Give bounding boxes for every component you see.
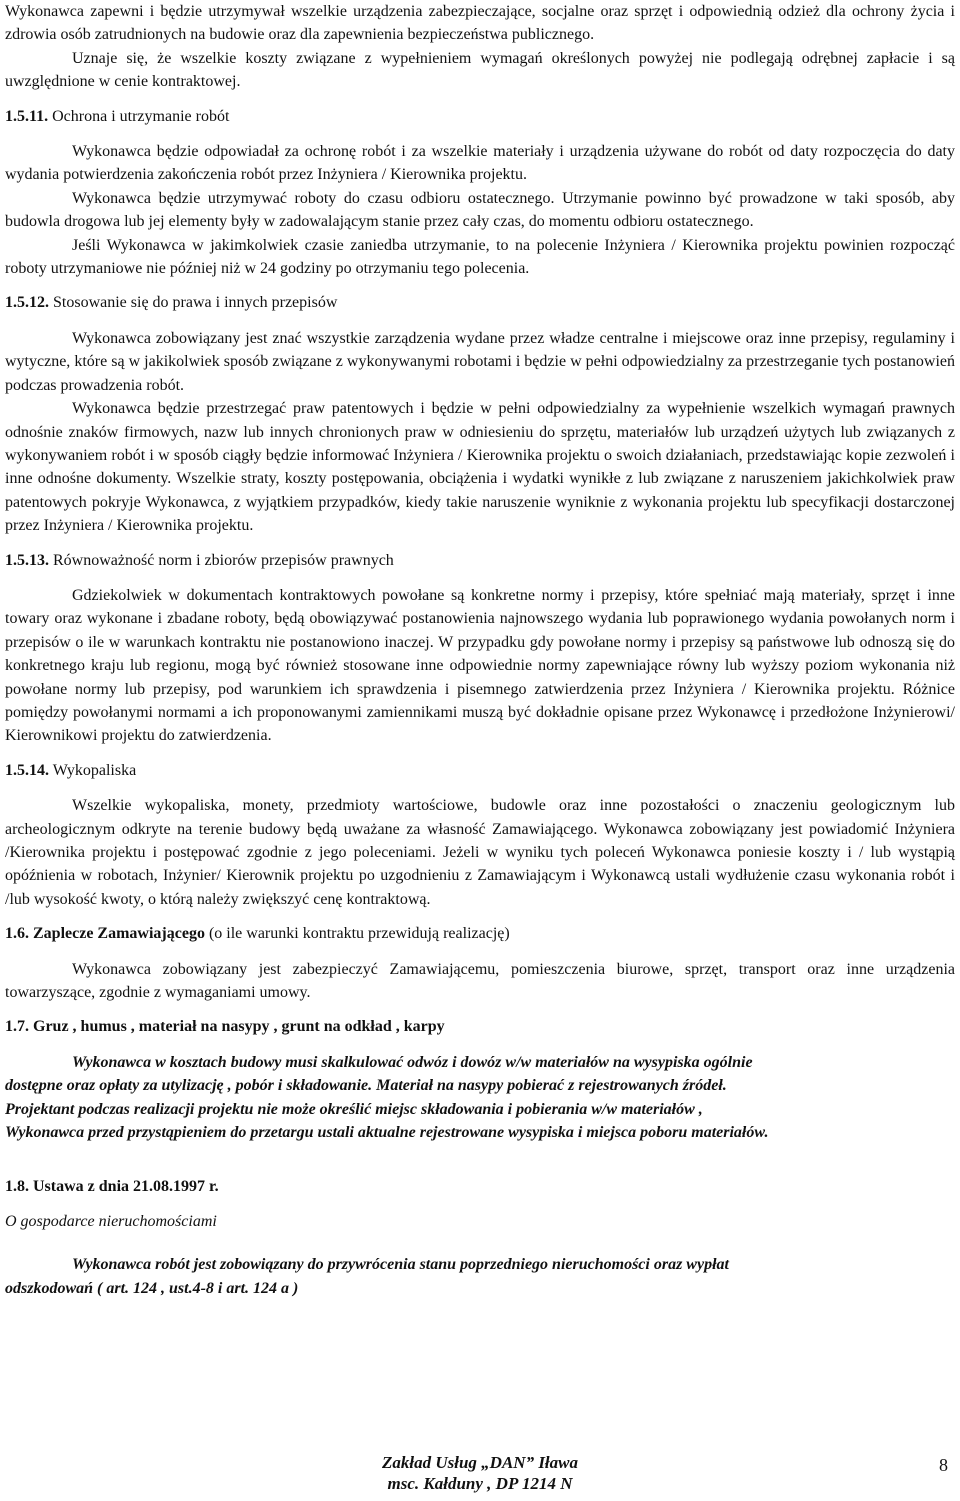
section-subheading: O gospodarce nieruchomościami <box>5 1212 217 1230</box>
section-number: 1.5.13. <box>5 551 49 569</box>
footer-company: Zakład Usług „DAN” Iława <box>382 1453 578 1472</box>
page-number: 8 <box>939 1455 948 1475</box>
page-footer <box>0 1452 960 1494</box>
section-title-bold: 1.6. Zaplecze Zamawiającego <box>5 925 205 943</box>
emphasis-line: Wykonawca przed przystąpieniem do przetargu ustali aktualne rejestrowane wysypiska i miejsca poboru materiałów. <box>5 1124 769 1142</box>
section-heading-1-5-11 <box>5 105 955 128</box>
section-heading-1-7: 1.7. Gruz , humus , materiał na nasypy , grunt na odkład , karpy <box>5 1018 445 1036</box>
section-heading-1-5-12 <box>5 291 955 314</box>
document-page <box>5 0 955 1300</box>
paragraph: Gdziekolwiek w dokumentach kontraktowych powołane są konkretne normy i przepisy, które spełniać mają materiały, sprzęt i inne towary oraz wykonane i zbadane roboty, będą obowiązywać postanowienia najnowszego wydania lub poprawionego wydania powołanych norm i przepisów o ile w warunkach kontraktu nie postanowiono inaczej. W przypadku gdy powołane normy i przepisy są państwowe lub odnoszą się do konkretnego kraju lub regionu, mogą być również stosowane inne odpowiednie normy zapewniające równy lub wyższy poziom wykonania niż powołane normy lub przepisy, pod warunkiem ich sprawdzenia i pisemnego zatwierdzenia przez Inżyniera / Kierownika projektu. Różnice pomiędzy powołanymi normami a ich proponowanymi zamiennikami muszą być dokładnie opisane przez Wykonawcę i przedłożone Inżynierowi/ Kierownikowi projektu do zatwierdzenia. <box>5 586 955 745</box>
emphasis-line: Wykonawca robót jest zobowiązany do przywrócenia stanu poprzedniego nieruchomości oraz wypłat <box>72 1256 729 1274</box>
paragraph: Wykonawca będzie utrzymywać roboty do czasu odbioru ostatecznego. Utrzymanie powinno być prowadzone w taki sposób, aby budowla drogowa lub jej elementy były w zadowalającym stanie przez cały czas, do momentu odbioru ostatecznego. <box>5 189 955 231</box>
paragraph: Wykonawca będzie odpowiadał za ochronę robót i za wszelkie materiały i urządzenia używane do robót od daty rozpoczęcia do daty wydania potwierdzenia zakończenia robót przez Inżyniera / Kierownika projektu. <box>5 143 955 184</box>
section-title: Stosowanie się do prawa i innych przepisów <box>53 294 338 312</box>
section-title-note: (o ile warunki kontraktu przewidują realizację) <box>204 925 510 943</box>
emphasis-line: Wykonawca w kosztach budowy musi skalkulować odwóz i dowóz w/w materiałów na wysypiska ogólnie <box>72 1053 753 1071</box>
paragraph: Wykonawca będzie przestrzegać praw patentowych i będzie w pełni odpowiedzialny za wypełnienie wszelkich wymagań prawnych odnośnie znaków firmowych, nazw lub innych chronionych praw w odniesieniu do sprzętu, materiałów lub urządzeń użytych lub związanych z wykonywaniem robót i w sposób ciągły będzie informować Inżyniera / Kierownika projektu o swoich działaniach, przedstawiając kopie zezwoleń i inne odnośne dokumenty. Wszelkie straty, koszty postępowania, obciążenia i wydatki wynikłe z lub związane z naruszeniem jakichkolwiek praw patentowych pokryje Wykonawca, z wyjątkiem przypadków, kiedy takie naruszenie wyniknie z wykonania projektu lub specyfikacji dostarczonej przez Inżyniera / Kierownika projektu. <box>5 400 955 535</box>
intro-paragraph-2: Uznaje się, że wszelkie koszty związane z wypełnieniem wymagań określonych powyżej nie podlegają odrębnej zapłacie i są uwzględnione w cenie kontraktowej. <box>5 49 955 91</box>
paragraph: Wszelkie wykopaliska, monety, przedmioty wartościowe, budowle oraz inne pozostałości o znaczeniu geologicznym lub archeologicznym odkryte na terenie budowy będą uważane za własność Zamawiającego. Wykonawca zobowiązany jest powiadomić Inżyniera /Kierownika projektu i postępować zgodnie z jego poleceniami. Jeżeli w wyniku tych poleceń Wykonawca poniesie koszty i / lub wystąpią opóźnienia w robotach, Inżynier/ Kierownik projektu po uzgodnieniu z Zamawiającym i Wykonawcą ustali wydłużenie czasu wykonania robót i /lub wysokość kwoty, o którą należy zwiększyć cenę kontraktową. <box>5 797 955 908</box>
emphasis-line: dostępne oraz opłaty za utylizację , pobór i składowanie. Materiał na nasypy pobierać z rejestrowanych źródeł. <box>5 1077 727 1095</box>
paragraph: Wykonawca zobowiązany jest zabezpieczyć Zamawiającemu, pomieszczenia biurowe, sprzęt, transport oraz inne urządzenia towarzyszące, zgodnie z wymaganiami umowy. <box>5 960 955 1002</box>
section-number: 1.5.12. <box>5 294 49 312</box>
section-number: 1.5.11. <box>5 107 49 125</box>
section-heading-1-6 <box>5 922 955 945</box>
intro-paragraph-1: Wykonawca zapewni i będzie utrzymywał wszelkie urządzenia zabezpieczające, socjalne oraz sprzęt i odpowiednią odzież dla ochrony życia i zdrowia osób zatrudnionych na budowie oraz dla zapewnienia bezpieczeństwa publicznego. <box>5 3 955 44</box>
section-number: 1.5.14. <box>5 761 49 779</box>
section-title: Ochrona i utrzymanie robót <box>52 107 230 125</box>
emphasis-line: Projektant podczas realizacji projektu nie może określić miejsc składowania i pobierania w/w materiałów , <box>5 1100 703 1118</box>
section-title: Wykopaliska <box>52 761 137 779</box>
section-heading-1-5-14 <box>5 759 955 782</box>
footer-address: msc. Kałduny , DP 1214 N <box>387 1474 573 1493</box>
paragraph: Jeśli Wykonawca w jakimkolwiek czasie zaniedba utrzymanie, to na polecenie Inżyniera / Kierownika projektu powinien rozpocząć roboty utrzymaniowe nie później niż w 24 godziny po otrzymaniu tego polecenia. <box>5 236 955 278</box>
paragraph: Wykonawca zobowiązany jest znać wszystkie zarządzenia wydane przez władze centralne i miejscowe oraz inne przepisy, regulaminy i wytyczne, które są w jakikolwiek sposób związane z wykonywanymi robotami i będzie w pełni odpowiedzialny za przestrzeganie tych postanowień podczas prowadzenia robót. <box>5 329 955 394</box>
section-title: Równoważność norm i zbiorów przepisów prawnych <box>53 551 394 569</box>
section-heading-1-8: 1.8. Ustawa z dnia 21.08.1997 r. <box>5 1178 219 1196</box>
section-heading-1-5-13 <box>5 549 955 572</box>
emphasis-line: odszkodowań ( art. 124 , ust.4-8 i art. 124 a ) <box>5 1279 299 1297</box>
